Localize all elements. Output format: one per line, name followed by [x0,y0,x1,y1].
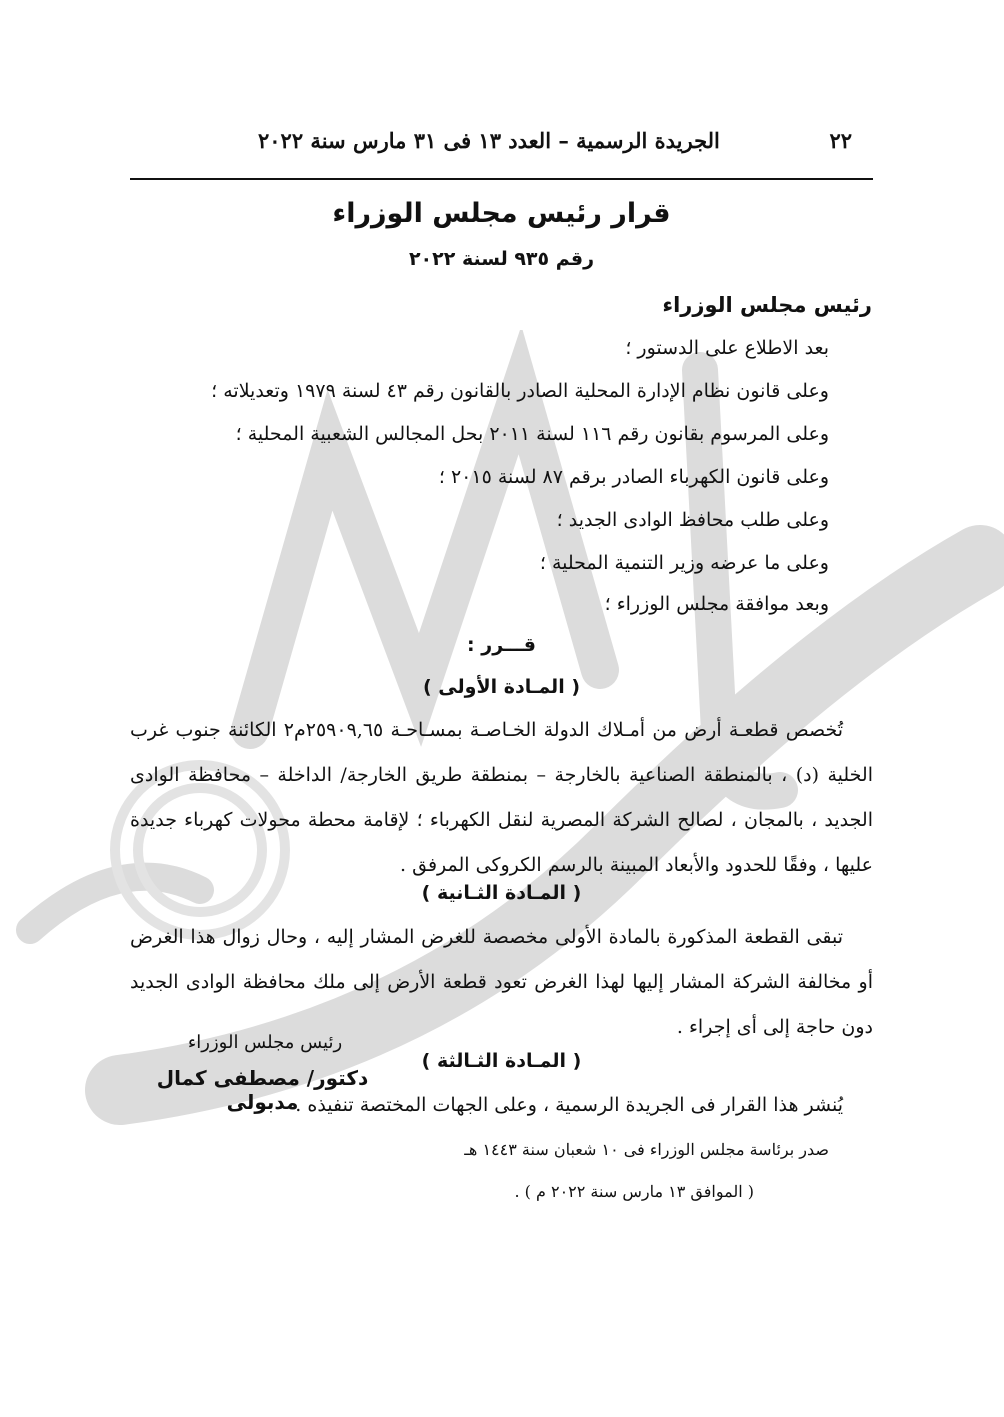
preamble-line: وعلى المرسوم بقانون رقم ١١٦ لسنة ٢٠١١ بحل المجالس الشعبية المحلية ؛ [235,423,829,445]
issuer-heading: رئيس مجلس الوزراء [662,293,872,317]
preamble-line: وعلى ما عرضه وزير التنمية المحلية ؛ [539,552,829,574]
issue-date-gregorian: ( الموافق ١٣ مارس سنة ٢٠٢٢ م ) . [514,1182,754,1201]
decided-heading: قـــرر : [467,634,536,656]
article-heading: ( المـادة الأولى ) [422,676,581,698]
decree-title: قرار رئيس مجلس الوزراء [332,198,671,229]
preamble-line: وبعد موافقة مجلس الوزراء ؛ [604,593,829,615]
preamble-line: وعلى طلب محافظ الوادى الجديد ؛ [556,509,829,531]
article-heading: ( المـادة الثـانية ) [421,882,582,904]
page-header [258,128,852,162]
preamble-line: وعلى قانون نظام الإدارة المحلية الصادر بالقانون رقم ٤٣ لسنة ١٩٧٩ وتعديلاته ؛ [211,380,829,402]
preamble-line: بعد الاطلاع على الدستور ؛ [625,337,829,359]
gazette-issue-line: الجريدة الرسمية – العدد ١٣ فى ٣١ مارس سنة ٢٠٢٢ [258,128,720,153]
page-number: ٢٢ [829,128,852,153]
article-text: تبقى القطعة المذكورة بالمادة الأولى مخصصة للغرض المشار إليه ، وحال زوال هذا الغرض أو مخالفة الشركة المشار إليها لهذا الغرض تعود قطعة الأرض إلى ملك محافظة الوادى الجديد دون حاجة إلى أى إجراء . [130,926,873,1038]
article-text: تُخصص قطعـة أرض من أمـلاك الدولة الخـاصـة بمسـاحـة ٢٥٩٠٩,٦٥م٢ الكائنة جنوب غرب الخلية (د) ، بالمنطقة الصناعية بالخارجة – بمنطقة طريق الخارجة/ الداخلة – محافظة الوادى الجديد ، بالمجان ، لصالح الشركة المصرية لنقل الكهرباء ؛ لإقامة محطة محولات كهرباء جديدة عليها ، وفقًا للحدود والأبعاد المبينة بالرسم الكروكى المرفق . [130,719,873,876]
preamble-line: وعلى قانون الكهرباء الصادر برقم ٨٧ لسنة ٢٠١٥ ؛ [438,466,829,488]
header-rule [130,178,873,180]
decree-number: رقم ٩٣٥ لسنة ٢٠٢٢ [408,248,595,270]
issue-date-hijri: صدر برئاسة مجلس الوزراء فى ١٠ شعبان سنة ١٤٤٣ هـ [464,1140,829,1159]
signatory-name: دكتور/ مصطفى كمال مدبولى [156,1066,369,1114]
article-text: يُنشر هذا القرار فى الجريدة الرسمية ، وعلى الجهات المختصة تنفيذه . [295,1094,843,1116]
article-heading: ( المـادة الثـالثة ) [421,1050,582,1072]
signatory-title: رئيس مجلس الوزراء [187,1032,343,1053]
